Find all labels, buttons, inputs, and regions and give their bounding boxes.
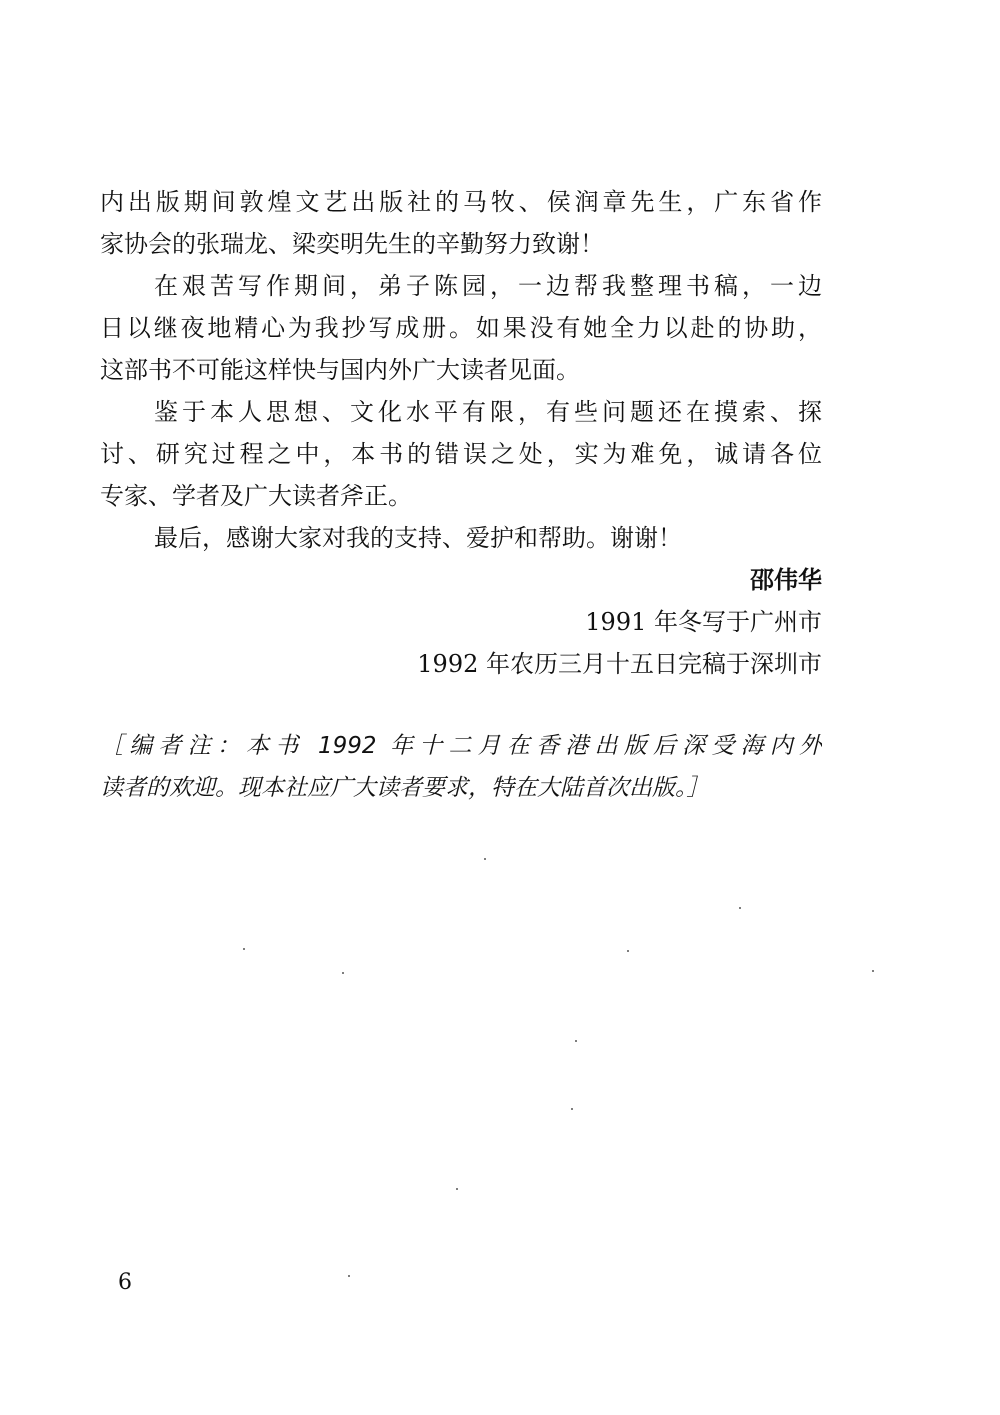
scan-speck <box>872 970 874 972</box>
date-line: 1991 年冬写于广州市 <box>585 608 822 636</box>
scan-speck <box>243 948 245 950</box>
preface-line: 家协会的张瑞龙、梁奕明先生的辛勤努力致谢！ <box>100 230 604 258</box>
preface-line: 讨、研究过程之中，本书的错误之处，实为难免，诚请各位 <box>100 440 822 468</box>
preface-line: 日以继夜地精心为我抄写成册。如果没有她全力以赴的协助， <box>100 314 822 342</box>
preface-line: 在艰苦写作期间，弟子陈园，一边帮我整理书稿，一边 <box>154 272 822 300</box>
preface-line: 这部书不可能这样快与国内外广大读者见面。 <box>100 356 580 384</box>
scan-speck <box>571 1108 573 1110</box>
scan-speck <box>456 1188 458 1190</box>
scan-speck <box>739 907 741 909</box>
editor-note-line: 读者的欢迎。现本社应广大读者要求，特在大陆首次出版。］ <box>100 775 710 801</box>
preface-line: 鉴于本人思想、文化水平有限，有些问题还在摸索、探 <box>154 398 822 426</box>
scan-speck <box>484 858 486 860</box>
preface-line: 内出版期间敦煌文艺出版社的马牧、侯润章先生，广东省作 <box>100 188 822 216</box>
preface-line: 最后，感谢大家对我的支持、爱护和帮助。谢谢！ <box>154 524 682 552</box>
page-number: 6 <box>118 1270 132 1295</box>
editor-note-line: ［编者注：本书 1992 年十二月在香港出版后深受海内外 <box>100 733 822 759</box>
scan-speck <box>575 1040 577 1042</box>
preface-line: 专家、学者及广大读者斧正。 <box>100 482 412 510</box>
scan-speck <box>342 972 344 974</box>
scan-speck <box>627 950 629 952</box>
date-line: 1992 年农历三月十五日完稿于深圳市 <box>417 650 822 678</box>
scan-speck <box>348 1275 350 1277</box>
author-signature: 邵伟华 <box>750 565 822 594</box>
